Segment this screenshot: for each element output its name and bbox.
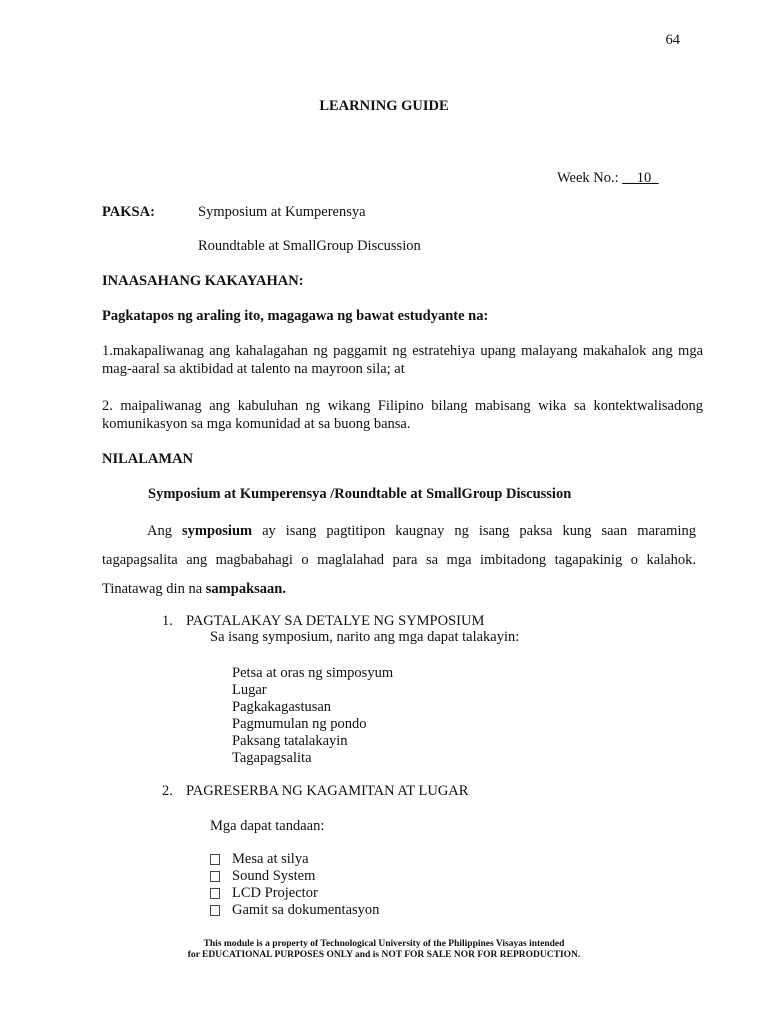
list-item: Tagapagsalita bbox=[232, 750, 312, 766]
kakayahan-heading: INAASAHANG KAKAYAHAN: bbox=[102, 273, 304, 289]
checkbox-icon[interactable] bbox=[210, 905, 220, 916]
kakayahan-lead: Pagkatapos ng araling ito, magagawa ng bawat estudyante na: bbox=[102, 308, 489, 324]
checklist-label: Gamit sa dokumentasyon bbox=[232, 902, 380, 918]
page-number: 64 bbox=[665, 32, 680, 48]
intro-paragraph bbox=[102, 517, 696, 604]
list-item: Lugar bbox=[232, 682, 267, 698]
footer-line-1: This module is a property of Technological University of the Philippines Visayas intended bbox=[203, 939, 565, 949]
checklist-label: Sound System bbox=[232, 868, 316, 884]
checklist-label: LCD Projector bbox=[232, 885, 318, 901]
list-item: Pagkakagastusan bbox=[232, 699, 332, 715]
list-item: Pagmumulan ng pondo bbox=[232, 716, 367, 732]
nilalaman-heading: NILALAMAN bbox=[102, 451, 194, 467]
section1-list bbox=[232, 665, 393, 767]
intro-bold-symposium: symposium bbox=[181, 523, 253, 539]
objective-2: 2. maipaliwanag ang kabuluhan ng wikang Filipino bilang mabisang wika sa kontektwalisadong komunikasyon sa mga komunidad at sa buong bansa. bbox=[102, 398, 703, 432]
section1-number: 1. bbox=[162, 613, 173, 629]
section1-title: PAGTALAKAY SA DETALYE NG SYMPOSIUM bbox=[186, 613, 485, 629]
page-title: LEARNING GUIDE bbox=[319, 98, 449, 114]
intro-part-2: ay isang pagtitipon kaugnay ng isang paksa kung saan maraming tagapagsalita ang magbabahagi o maglalahad para sa mga imbitadong tagapakinig o kalahok. Tinatawag din na bbox=[102, 523, 696, 597]
paksa-topic-2: Roundtable at SmallGroup Discussion bbox=[198, 238, 421, 254]
nilalaman-subheading: Symposium at Kumperensya /Roundtable at SmallGroup Discussion bbox=[148, 486, 572, 502]
section2-lead: Mga dapat tandaan: bbox=[210, 818, 325, 834]
intro-part-1: Ang bbox=[147, 523, 182, 539]
checklist-label: Mesa at silya bbox=[232, 851, 309, 867]
paksa-label: PAKSA: bbox=[102, 204, 155, 220]
footer-line-2: for EDUCATIONAL PURPOSES ONLY and is NOT FOR SALE NOR FOR REPRODUCTION. bbox=[187, 950, 581, 960]
intro-bold-sampaksaan: sampaksaan. bbox=[205, 581, 286, 597]
section2-title: PAGRESERBA NG KAGAMITAN AT LUGAR bbox=[186, 783, 469, 799]
list-item: Paksang tatalakayin bbox=[232, 733, 348, 749]
week-value: __10_ bbox=[622, 170, 659, 186]
checklist-item bbox=[210, 902, 379, 919]
section1-lead: Sa isang symposium, narito ang mga dapat talakayin: bbox=[210, 629, 520, 645]
week-label: Week No.: bbox=[557, 170, 623, 186]
footer-disclaimer bbox=[0, 939, 768, 961]
checkbox-icon[interactable] bbox=[210, 854, 220, 865]
week-number bbox=[557, 170, 659, 187]
checklist-item bbox=[210, 868, 379, 885]
checkbox-icon[interactable] bbox=[210, 871, 220, 882]
list-item: Petsa at oras ng simposyum bbox=[232, 665, 394, 681]
checklist-item bbox=[210, 851, 379, 868]
checkbox-icon[interactable] bbox=[210, 888, 220, 899]
section2-number: 2. bbox=[162, 783, 173, 799]
objective-1: 1.makapaliwanag ang kahalagahan ng paggamit ng estratehiya upang malayang makahalok ang mga mag-aaral sa aktibidad at talento na mayroon sila; at bbox=[102, 343, 703, 377]
checklist-item bbox=[210, 885, 379, 902]
paksa-topic-1: Symposium at Kumperensya bbox=[198, 204, 366, 220]
section2-checklist bbox=[210, 851, 379, 919]
